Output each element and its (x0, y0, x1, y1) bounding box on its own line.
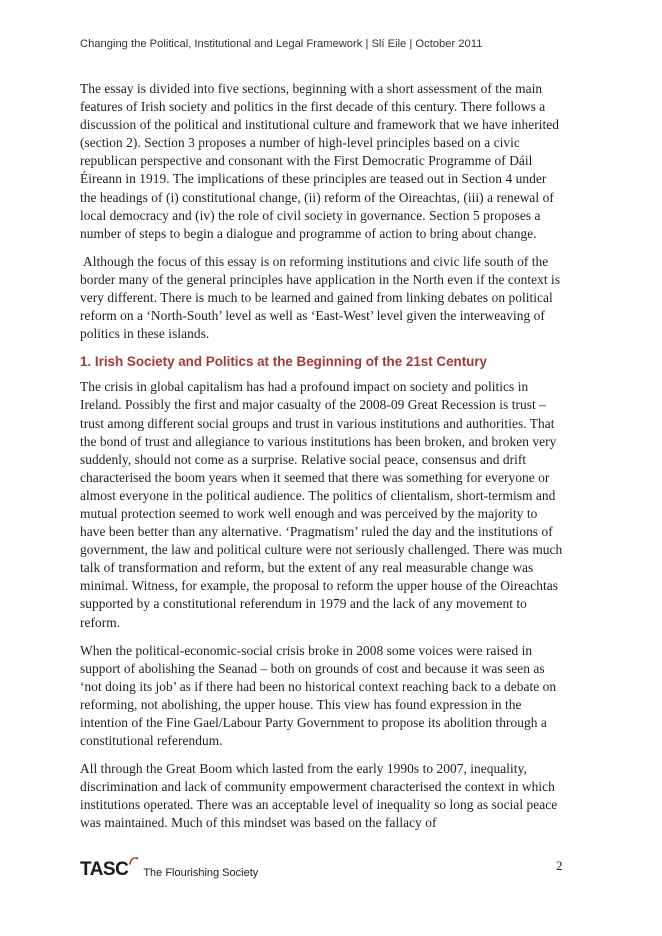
logo-swirl-icon (129, 856, 139, 866)
footer-tagline: The Flourishing Society (143, 867, 259, 879)
intro-paragraph-2: Although the focus of this essay is on reforming institutions and civic life south of the border many of the general principles have application in the North even if the context is very different. There is much to be learned and gained from linking debates on political reform on a ‘North-South’ level as well as ‘East-West’ level given the interweaving of politics in these islands. (80, 253, 561, 342)
section-paragraph-2: When the political-economic-social crisis broke in 2008 some voices were raised in support of abolishing the Seanad – both on grounds of cost and because it was seen as ‘not doing its job’ as if there had been no historical context reaching back to a debate on reforming, not abolishing, the upper house. This view has found expression in the intention of the Fine Gael/Labour Party Government to propose its abolition through a constitutional referendum. (80, 642, 557, 749)
running-header: Changing the Political, Institutional and Legal Framework | Slí Eile | October 2011 (80, 38, 483, 50)
page-number: 2 (556, 858, 563, 873)
document-body (80, 80, 566, 843)
section-heading: 1. Irish Society and Politics at the Beginning of the 21st Century (80, 354, 488, 370)
intro-paragraph-1: The essay is divided into five sections, beginning with a short assessment of the main features of Irish society and politics in the first decade of this century. There follows a discussion of the political and institutional culture and framework that we have inherited (section 2). Section 3 proposes a number of high-level principles based on a civic republican perspective and consonant with the First Democratic Programme of Dáil Éireann in 1919. The implications of these principles are teased out in Section 4 under the headings of (i) constitutional change, (ii) reform of the Oireachtas, (iii) a renewal of local democracy and (iv) the role of civil society in governance. Section 5 proposes a number of steps to begin a dialogue and programme of action to bring about change. (80, 81, 559, 241)
logo-text: TASC (80, 859, 129, 880)
section-paragraph-1: The crisis in global capitalism has had a profound impact on society and politics in Ireland. Possibly the first and major casualty of the 2008-09 Great Recession is trust – trust among different social groups and trust in various institutions and authorities. That the bond of trust and allegiance to various institutions has been broken, and broken very suddenly, should not come as a surprise. Relative social peace, consensus and drift characterised the boom years when it seemed that there was something for everyone or almost everyone in the political audience. The politics of clientalism, short-termism and mutual protection seemed to work well enough and was perceived by the majority to have been better than any alternative. ‘Pragmatism’ ruled the day and the institutions of government, the law and political culture were not seriously challenged. There was much talk of transformation and reform, but the extent of any real measurable change was minimal. Witness, for example, the proposal to reform the upper house of the Oireachtas supported by a constitutional referendum in 1979 and the lack of any movement to reform. (80, 379, 563, 630)
page-footer (80, 860, 258, 880)
section-paragraph-3: All through the Great Boom which lasted from the early 1990s to 2007, inequality, discrimination and lack of community empowerment characterised the context in which institutions operated. There was an acceptable level of inequality so long as social peace was maintained. Much of this mindset was based on the fallacy of (80, 761, 558, 831)
tasc-logo (80, 860, 139, 880)
